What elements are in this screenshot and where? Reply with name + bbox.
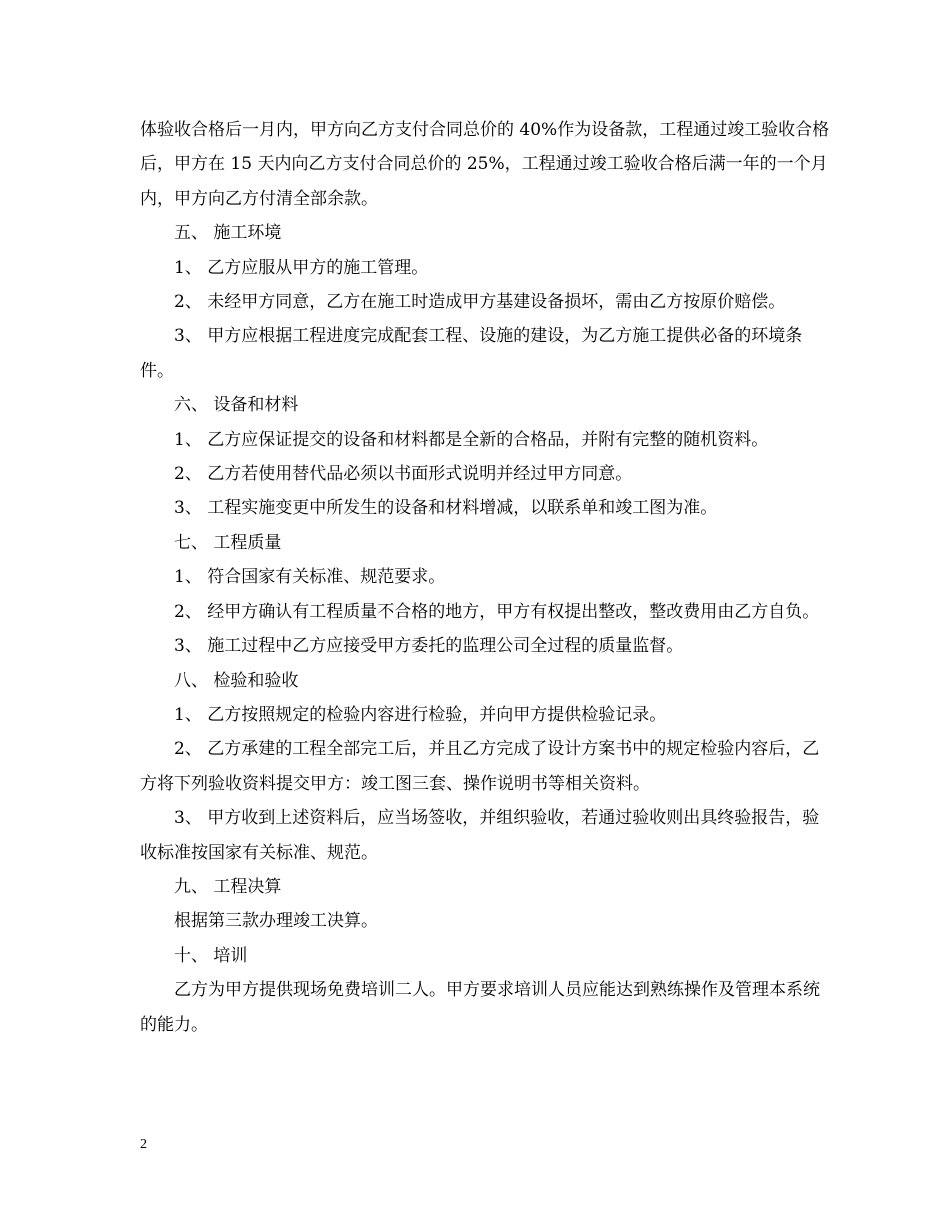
section-heading-equipment-materials: 六、 设备和材料 xyxy=(174,395,299,416)
section-heading-training: 十、 培训 xyxy=(174,945,248,966)
clause-7-3: 3、 施工过程中乙方应接受甲方委托的监理公司全过程的质量监督。 xyxy=(174,636,684,657)
paragraph-payment-continued: 体验收合格后一月内，甲方向乙方支付合同总价的 40%作为设备款，工程通过竣工验收合格后，甲方在 15 天内向乙方支付合同总价的 25%，工程通过竣工验收合格后满一年的一个月内，甲方向乙方付清全部余款。 xyxy=(140,120,830,209)
section-heading-construction-environment: 五、 施工环境 xyxy=(174,223,282,244)
clause-6-3: 3、 工程实施变更中所发生的设备和材料增减，以联系单和竣工图为准。 xyxy=(174,498,718,519)
clause-9-text: 根据第三款办理竣工决算。 xyxy=(174,911,378,932)
clause-7-1: 1、 符合国家有关标准、规范要求。 xyxy=(174,567,446,588)
section-heading-engineering-quality: 七、 工程质量 xyxy=(174,532,282,553)
clause-8-1: 1、 乙方按照规定的检验内容进行检验，并向甲方提供检验记录。 xyxy=(174,704,667,725)
clause-8-3: 3、 甲方收到上述资料后，应当场签收，并组织验收，若通过验收则出具终验报告，验收标准按国家有关标准、规范。 xyxy=(140,808,820,863)
clause-7-2: 2、 经甲方确认有工程质量不合格的地方，甲方有权提出整改，整改费用由乙方自负。 xyxy=(174,601,820,622)
clause-10-text: 乙方为甲方提供现场免费培训二人。甲方要求培训人员应能达到熟练操作及管理本系统的能力。 xyxy=(140,980,820,1035)
section-heading-inspection-acceptance: 八、 检验和验收 xyxy=(174,670,299,691)
clause-6-1: 1、 乙方应保证提交的设备和材料都是全新的合格品，并附有完整的随机资料。 xyxy=(174,429,769,450)
page-number: 2 xyxy=(140,1137,147,1152)
clause-5-1: 1、 乙方应服从甲方的施工管理。 xyxy=(174,257,429,278)
clause-8-2: 2、 乙方承建的工程全部完工后，并且乙方完成了设计方案书中的规定检验内容后，乙方将下列验收资料提交甲方：竣工图三套、操作说明书等相关资料。 xyxy=(140,739,820,794)
clause-5-3: 3、 甲方应根据工程进度完成配套工程、设施的建设，为乙方施工提供必备的环境条件。 xyxy=(140,326,803,381)
section-heading-final-settlement: 九、 工程决算 xyxy=(174,876,282,897)
document-body xyxy=(140,113,830,1042)
clause-5-2: 2、 未经甲方同意，乙方在施工时造成甲方基建设备损坏，需由乙方按原价赔偿。 xyxy=(174,292,786,313)
clause-6-2: 2、 乙方若使用替代品必须以书面形式说明并经过甲方同意。 xyxy=(174,464,633,485)
